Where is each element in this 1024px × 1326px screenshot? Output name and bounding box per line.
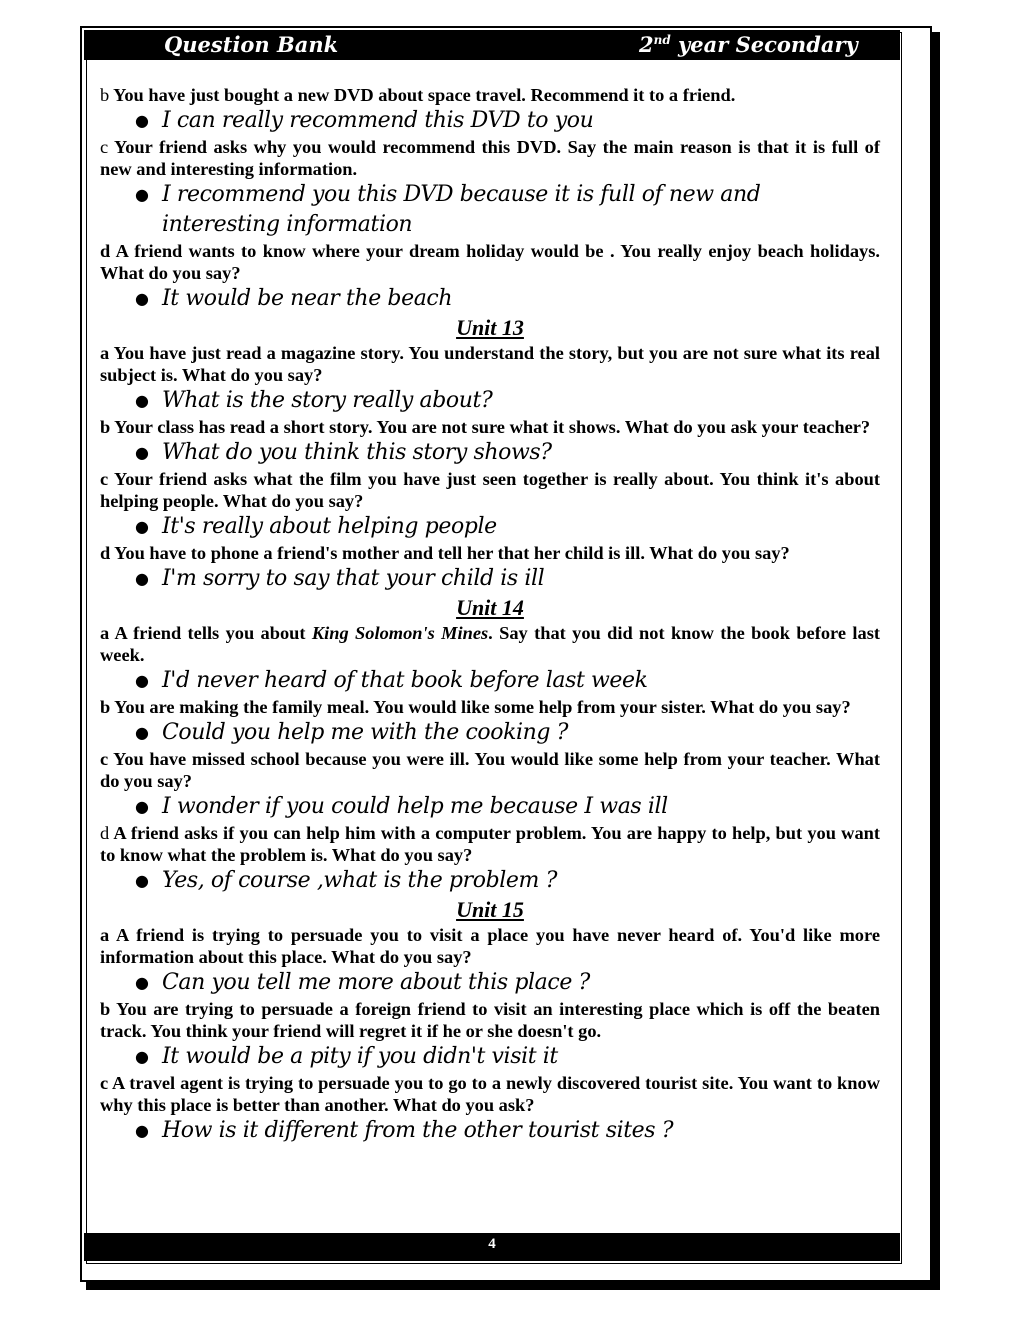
bullet-icon: ● [135, 517, 149, 536]
answer-text: I wonder if you could help me because I was ill [162, 794, 668, 819]
header-title-left: Question Bank [164, 32, 339, 57]
page-header [84, 30, 900, 60]
question-item [100, 622, 880, 666]
answer-item [100, 106, 880, 136]
bullet-icon: ● [135, 797, 149, 816]
question-text-continued: . Say that you did not know the book before last week. [100, 623, 880, 665]
question-item [100, 924, 880, 968]
question-item [100, 696, 880, 718]
question-text: b You are making the family meal. You would like some help from your sister. What do you say? [100, 697, 851, 717]
answer-text: It's really about helping people [162, 514, 497, 539]
answer-text: I'm sorry to say that your child is ill [162, 566, 545, 591]
answer-item [100, 1042, 880, 1072]
bullet-icon: ● [135, 443, 149, 462]
answer-item [100, 438, 880, 468]
question-text: You have just bought a new DVD about space travel. Recommend it to a friend. [109, 85, 736, 105]
bullet-icon: ● [135, 1047, 149, 1066]
bullet-icon: ● [135, 289, 149, 308]
question-letter: b [100, 85, 110, 105]
answer-text: What is the story really about? [162, 388, 493, 413]
bullet-icon: ● [135, 671, 149, 690]
question-item [100, 542, 880, 564]
question-item [100, 416, 880, 438]
question-item [100, 822, 880, 866]
bullet-icon: ● [135, 973, 149, 992]
question-text: b You are trying to persuade a foreign friend to visit an interesting place which is off the beaten track. You think your friend will regret it if he or she doesn't go. [100, 999, 880, 1041]
question-text: d A friend wants to know where your dream holiday would be . You really enjoy beach holidays. What do you say? [100, 241, 880, 283]
answer-item [100, 666, 880, 696]
answer-text: I can really recommend this DVD to you [162, 108, 594, 133]
question-list [100, 84, 880, 1146]
bullet-icon: ● [135, 185, 149, 204]
question-item [100, 748, 880, 792]
question-text: A friend asks if you can help him with a computer problem. You are happy to help, but you want to know what the problem is. What do you say? [100, 823, 880, 865]
page-number: 4 [488, 1236, 496, 1252]
bullet-icon: ● [135, 871, 149, 890]
answer-text: I recommend you this DVD because it is full of new and interesting information [162, 182, 761, 237]
answer-text: Could you help me with the cooking ? [162, 720, 569, 745]
question-text: a A friend tells you about [100, 623, 312, 643]
header-grade-number: 2 [639, 32, 654, 57]
question-text: c You have missed school because you were ill. You would like some help from your teacher. What do you say? [100, 749, 880, 791]
answer-text: It would be near the beach [162, 286, 453, 311]
question-item [100, 136, 880, 180]
answer-item [100, 284, 880, 314]
answer-text: Can you tell me more about this place ? [162, 970, 590, 995]
answer-item [100, 968, 880, 998]
bullet-icon: ● [135, 111, 149, 130]
header-grade-rest: year Secondary [670, 32, 858, 57]
question-text: d You have to phone a friend's mother and tell her that her child is ill. What do you say? [100, 543, 790, 563]
question-letter: d [100, 823, 110, 843]
answer-item [100, 718, 880, 748]
header-title-right [639, 32, 858, 57]
answer-text: What do you think this story shows? [162, 440, 552, 465]
page-footer [84, 1233, 900, 1261]
unit-heading: Unit 14 [456, 595, 524, 620]
answer-item [100, 1116, 880, 1146]
header-grade-suffix: nd [653, 33, 671, 47]
answer-text: Yes, of course ,what is the problem ? [162, 868, 557, 893]
question-text: c A travel agent is trying to persuade you to go to a newly discovered tourist site. You want to know why this place is better than another. What do you ask? [100, 1073, 880, 1115]
bullet-icon: ● [135, 391, 149, 410]
answer-item [100, 386, 880, 416]
bullet-icon: ● [135, 723, 149, 742]
question-item [100, 998, 880, 1042]
question-item [100, 468, 880, 512]
question-letter: c [100, 137, 109, 157]
answer-text: It would be a pity if you didn't visit it [162, 1044, 558, 1069]
question-text: c Your friend asks what the film you have just seen together is really about. You think it's about helping people. What do you say? [100, 469, 880, 511]
question-text: Your friend asks why you would recommend this DVD. Say the main reason is that it is full of new and interesting information. [100, 137, 880, 179]
question-item [100, 342, 880, 386]
question-item [100, 240, 880, 284]
question-item [100, 84, 880, 106]
bullet-icon: ● [135, 569, 149, 588]
answer-item [100, 866, 880, 896]
question-item [100, 1072, 880, 1116]
book-title: King Solomon's Mines [311, 623, 489, 643]
answer-item [100, 792, 880, 822]
unit-heading: Unit 15 [456, 897, 524, 922]
answer-item [100, 180, 880, 240]
bullet-icon: ● [135, 1121, 149, 1140]
unit-heading: Unit 13 [456, 315, 524, 340]
question-text: b Your class has read a short story. You are not sure what it shows. What do you ask your teacher? [100, 417, 871, 437]
question-text: a A friend is trying to persuade you to visit a place you have never heard of. You'd like more information about this place. What do you say? [100, 925, 880, 967]
answer-text: I'd never heard of that book before last week [162, 668, 648, 693]
question-text: a You have just read a magazine story. You understand the story, but you are not sure what its real subject is. What do you say? [100, 343, 880, 385]
answer-text: How is it different from the other tourist sites ? [162, 1118, 674, 1143]
answer-item [100, 564, 880, 594]
answer-item [100, 512, 880, 542]
